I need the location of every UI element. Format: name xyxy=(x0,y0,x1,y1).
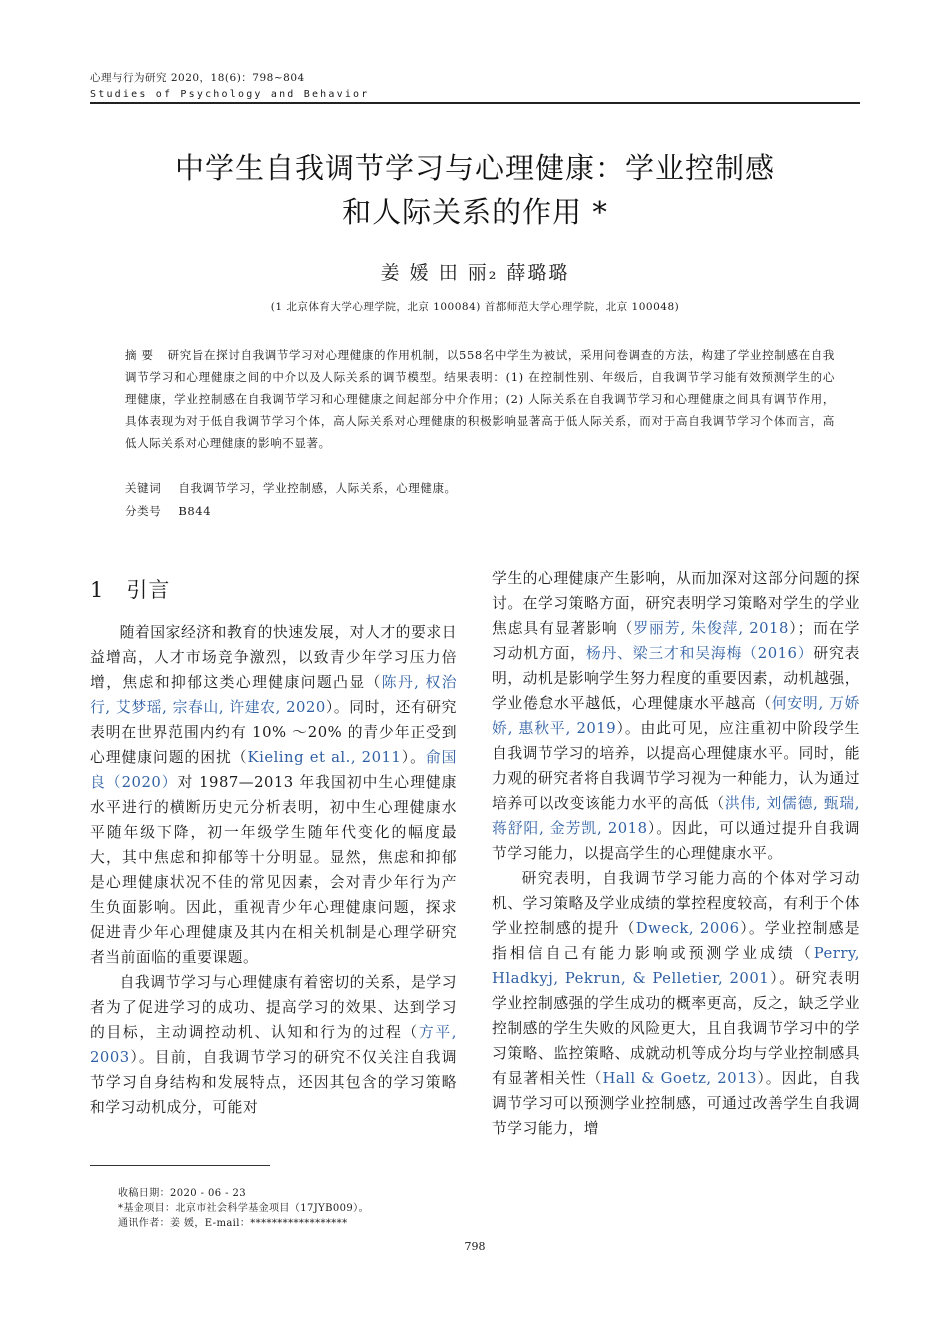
classification xyxy=(125,503,211,519)
text-run: 对 1987—2013 年我国初中生心理健康水平进行的横断历史元分析表明，初中生心理健康水平随年级下降，初一年级学生随年代变化的幅度最大，其中焦虑和抑郁等十分明显。显然，焦虑和抑郁是心理健康状况不佳的常见因素，会对青少年行为产生负面影响。因此，重视青少年心理健康问题，探求促进青少年心理健康及其内在相关机制是心理学研究者当前面临的重要课题。 xyxy=(90,774,457,966)
intro-paragraph-3 xyxy=(492,866,860,1141)
citation-link[interactable]: Dweck, 2006 xyxy=(635,920,740,937)
text-run: 研究表明，动机是影响学生努力程度的重要因素，动机越强，学业倦怠水平越低，心理健康水平越高（ xyxy=(492,645,860,712)
keywords xyxy=(125,480,457,496)
abstract-label: 摘 要 xyxy=(125,348,154,362)
section-number: 1 xyxy=(90,578,105,602)
text-run: ）。目前，自我调节学习的研究不仅关注自我调节学习自身结构和发展特点，还因其包含的学习策略和学习动机成分，可能对 xyxy=(90,1049,457,1116)
citation-link[interactable]: 陈丹, 权治行, 艾梦瑶, 宗春山, 许建农, 2020 xyxy=(90,674,457,716)
right-column xyxy=(492,566,860,1141)
classification-label: 分类号 xyxy=(125,504,162,518)
section-title: 引言 xyxy=(126,578,171,602)
footnote-received: 收稿日期：2020 - 06 - 23 xyxy=(118,1188,246,1199)
footnote-corresponding: 通讯作者：姜 媛，E-mail：****************** xyxy=(118,1218,348,1229)
footnote-fund: *基金项目：北京市社会科学基金项目（17JYB009）。 xyxy=(118,1203,369,1214)
citation-link[interactable]: 俞国良（2020） xyxy=(90,749,457,791)
keywords-text: 自我调节学习，学业控制感，人际关系，心理健康。 xyxy=(178,481,457,495)
paper-title-line1: 中学生自我调节学习与心理健康：学业控制感 xyxy=(174,151,775,185)
text-run: 研究表明，自我调节学习能力高的个体对学习动机、学习策略及学业成绩的掌控程度较高，有利于个体学业控制感的提升（ xyxy=(492,870,860,937)
citation-link[interactable]: 方平, 2003 xyxy=(90,1024,457,1066)
text-run: ）。研究表明学业控制感强的学生成功的概率更高，反之，缺乏学业控制感的学生失败的风险更大，且自我调节学习中的学习策略、监控策略、成就动机等成分均与学业控制感具有显著相关性（ xyxy=(492,970,860,1087)
section-heading xyxy=(90,574,170,604)
intro-paragraph-2-cont xyxy=(492,566,860,866)
keywords-label: 关键词 xyxy=(125,481,162,495)
text-run: 学生的心理健康产生影响，从而加深对这部分问题的探讨。在学习策略方面，研究表明学习策略对学生的学业焦虑具有显著影响（ xyxy=(492,570,860,637)
text-run: ）。 xyxy=(401,749,426,766)
text-run: ）。同时，还有研究表明在世界范围内约有 10% ～20% 的青少年正受到心理健康问题的困扰（ xyxy=(90,699,457,766)
text-run: ）。由此可见，应注重初中阶段学生自我调节学习的培养，以提高心理健康水平。同时，能力观的研究者将自我调节学习视为一种能力，认为通过培养可以改变该能力水平的高低（ xyxy=(492,720,860,812)
text-run: ）。因此，可以通过提升自我调节学习能力，以提高学生的心理健康水平。 xyxy=(492,820,860,862)
journal-header-en: Studies of Psychology and Behavior xyxy=(90,89,370,100)
citation-link[interactable]: 罗丽芳, 朱俊萍, 2018 xyxy=(633,620,789,637)
text-run: 随着国家经济和教育的快速发展，对人才的要求日益增高，人才市场竞争激烈，以致青少年学习压力倍增，焦虑和抑郁这类心理健康问题凸显（ xyxy=(90,624,457,691)
citation-link[interactable]: Hall & Goetz, 2013 xyxy=(602,1070,757,1087)
abstract xyxy=(125,344,835,454)
footnote-rule xyxy=(90,1165,270,1166)
text-run: ）。因此，自我调节学习可以预测学业控制感，可通过改善学生自我调节学习能力，增 xyxy=(492,1070,860,1137)
citation-link[interactable]: Kieling et al., 2011 xyxy=(247,749,402,766)
affiliations: (1 北京体育大学心理学院，北京 100084) 首都师范大学心理学院，北京 100048) xyxy=(270,301,680,313)
intro-paragraph-1 xyxy=(90,620,457,970)
citation-link[interactable]: 杨丹、梁三才和吴海梅（2016） xyxy=(585,645,814,662)
classification-code: B844 xyxy=(178,504,212,518)
citation-link[interactable]: 何安明, 万娇娇, 惠秋平, 2019 xyxy=(492,695,860,737)
text-run: 自我调节学习与心理健康有着密切的关系，是学习者为了促进学习的成功、提高学习的效果、达到学习的目标，主动调控动机、认知和行为的过程（ xyxy=(90,974,457,1041)
citation-link[interactable]: 洪伟, 刘儒德, 甄瑞, 蒋舒阳, 金芳凯, 2018 xyxy=(492,795,860,837)
left-column xyxy=(90,620,457,1120)
abstract-text: 研究旨在探讨自我调节学习对心理健康的作用机制，以558名中学生为被试，采用问卷调查的方法，构建了学业控制感在自我调节学习和心理健康之间的中介以及人际关系的调节模型。结果表明：(1) 在控制性别、年级后，自我调节学习能有效预测学生的心理健康，学业控制感在自我调节学习和心理健康之间起部分中介作用；(2) 人际关系在自我调节学习和心理健康之间具有调节作用，具体表现为对于低自我调节学习个体，高人际关系对心理健康的积极影响显著高于低人际关系，而对于高自我调节学习个体而言，高低人际关系对心理健康的影响不显著。 xyxy=(125,348,835,450)
paper-title-line2: 和人际关系的作用 * xyxy=(342,195,608,229)
text-run: ）；而在学习动机方面， xyxy=(492,620,860,662)
authors: 姜 媛 田 丽₂ 薛璐璐 xyxy=(380,262,570,284)
text-run: ）。学业控制感是指相信自己有能力影响或预测学业成绩（ xyxy=(492,920,861,962)
journal-header-cn: 心理与行为研究 2020，18(6)：798~804 xyxy=(90,72,305,84)
intro-paragraph-2 xyxy=(90,970,457,1120)
header-rule xyxy=(90,102,860,104)
citation-link[interactable]: Perry, Hladkyj, Pekrun, & Pelletier, 2001 xyxy=(492,945,860,987)
page-number: 798 xyxy=(464,1240,486,1253)
